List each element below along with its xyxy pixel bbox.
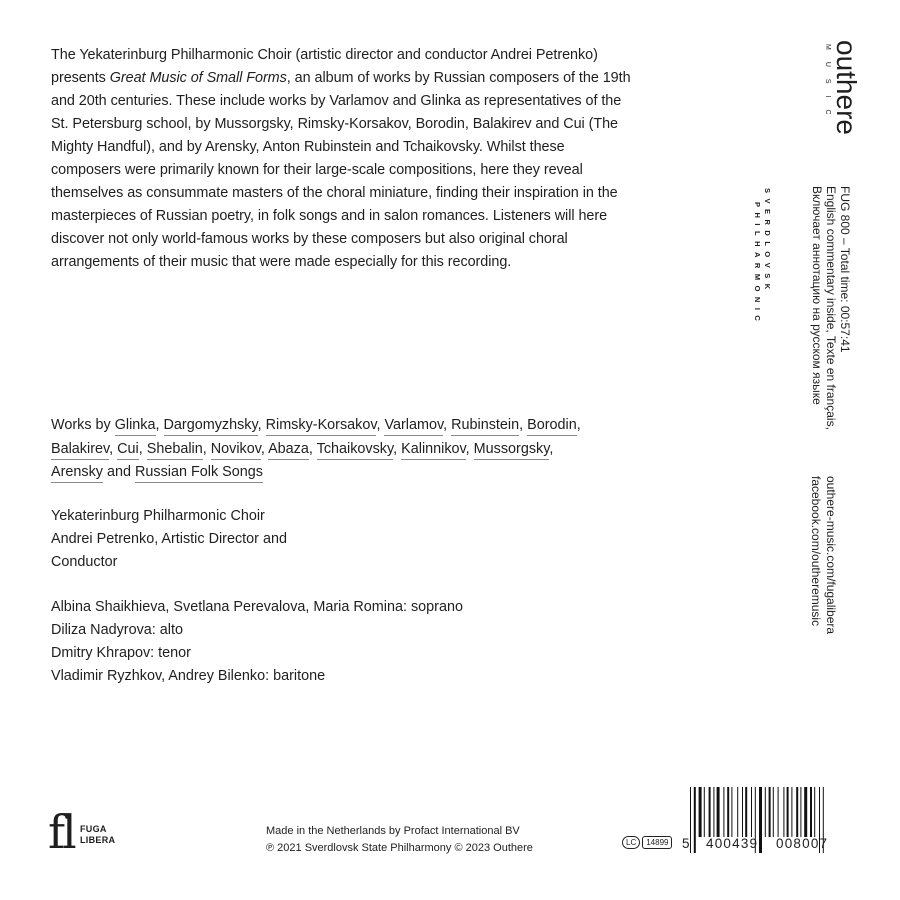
composer-shebalin: Shebalin — [147, 441, 203, 460]
fuga-libera-logo — [48, 805, 128, 860]
composer-rimsky-korsakov: Rimsky-Korsakov — [266, 417, 377, 436]
catalog-number-total-time: FUG 800 – Total time: 00:57:41 — [838, 186, 852, 353]
barcode-group-1: 400439 — [706, 836, 759, 851]
works-and: and — [106, 464, 131, 480]
composer-tchaikovsky: Tchaikovsky — [317, 441, 394, 460]
libera-word: LIBERA — [80, 835, 116, 845]
footer-credits — [266, 823, 533, 857]
sverdlovsk-word: SVERDLOVSK — [763, 188, 772, 295]
website-link[interactable]: outhere-music.com/fugalibera — [824, 476, 838, 635]
lc-mark: LC — [622, 836, 640, 849]
label-code-badge — [622, 836, 672, 849]
barcode-bar — [742, 787, 743, 837]
philharmonic-word: PHILHARMONIC — [753, 202, 762, 327]
barcode-bar — [694, 787, 696, 853]
fuga-f-glyph: f — [48, 805, 66, 859]
catalog-info — [810, 186, 852, 430]
soprano-line: Albina Shaikhieva, Svetlana Perevalova, Maria Romina: soprano — [51, 599, 463, 615]
barcode-bar — [773, 787, 774, 837]
conductor-line-2: Conductor — [51, 554, 118, 570]
web-links — [808, 476, 838, 634]
composer-dargomyzhsky: Dargomyzhsky — [164, 417, 258, 436]
barcode-bar — [717, 787, 720, 837]
soloists-block — [51, 596, 551, 688]
composer-mussorgsky: Mussorgsky — [474, 441, 550, 460]
barcode-bar — [791, 787, 792, 837]
intro-paragraph — [51, 44, 631, 274]
composer-balakirev: Balakirev — [51, 441, 109, 460]
barcode-bar — [699, 787, 702, 837]
barcode-group-2: 008007 — [776, 836, 829, 851]
russian-annotation-line: Включает аннотацию на русском языке — [810, 186, 824, 405]
album-title: Great Music of Small Forms — [109, 70, 287, 86]
choir-name: Yekaterinburg Philharmonic Choir — [51, 508, 265, 524]
composer-russian-folk-songs: Russian Folk Songs — [135, 464, 263, 483]
composer-glinka: Glinka — [115, 417, 156, 436]
barcode-bar — [723, 787, 724, 837]
barcode-bar — [804, 787, 807, 837]
barcode-bar — [765, 787, 766, 837]
barcode-bar — [769, 787, 771, 837]
baritone-line: Vladimir Ryzhkov, Andrey Bilenko: baritone — [51, 668, 326, 684]
barcode-digit-first: 5 — [682, 836, 691, 851]
languages-line: English commentary inside, Texte en français, — [824, 186, 838, 430]
barcode-bar — [800, 787, 801, 837]
conductor-line: Andrei Petrenko, Artistic Director and — [51, 531, 287, 547]
fuga-l-glyph: l — [62, 805, 77, 859]
fuga-libera-wordmark — [80, 824, 115, 846]
composer-kalinnikov: Kalinnikov — [401, 441, 466, 460]
tenor-line: Dmitry Khrapov: tenor — [51, 645, 191, 661]
barcode-bar — [731, 787, 732, 837]
lc-code: 14899 — [642, 836, 672, 849]
works-by: Works by Glinka, Dargomyzhsky, Rimsky-Korsakov, Varlamov, Rubinstein, Borodin, Balakirev, Cui, Shebalin, Novikov, Abaza, Tchaikovsky, Kalinnikov, Mussorgsky, Arensky and Russian Folk Songs — [51, 414, 591, 485]
composer-arensky: Arensky — [51, 464, 103, 483]
barcode-bar — [796, 787, 798, 837]
fuga-word: FUGA — [80, 824, 107, 834]
barcode-bar — [778, 787, 779, 837]
composer-borodin: Borodin — [527, 417, 577, 436]
works-prefix: Works by — [51, 417, 111, 433]
made-in-line: Made in the Netherlands by Profact International BV — [266, 825, 520, 837]
sverdlovsk-philharmonic-logo — [752, 188, 772, 326]
facebook-link[interactable]: facebook.com/outheremusic — [809, 476, 823, 627]
barcode-bar — [783, 787, 784, 837]
barcode-bar — [737, 787, 738, 837]
barcode-bar — [727, 787, 729, 837]
outhere-music-sublabel: MUSIC — [824, 44, 831, 127]
barcode-bar — [751, 787, 752, 837]
composer-novikov: Novikov — [211, 441, 261, 460]
barcode-bar — [704, 787, 705, 837]
barcode-bar — [759, 787, 762, 853]
intro-text-rest: , an album of works by Russian composers of the 19th and 20th centuries. These include works by Varlamov and Glinka as representatives of the St. Petersburg school, by Mussorgsky, Rimsky-Korsakov, Borodin, Balakirev and Cui (The Mighty Handful), and by Arensky, Anton Rubinstein and Tchaikovsky. Whilst these composers were primarily known for their large-scale compositions, here they reveal themselves as consummate masters of the choral miniature, finding their inspiration in the masterpieces of Russian poetry, in folk songs and in salon romances. Listeners will here discover not only world-famous works by these composers but also original choral arrangements of their music that were made especially for this recording. — [51, 70, 631, 270]
composer-rubinstein: Rubinstein — [451, 417, 519, 436]
barcode-bar — [814, 787, 815, 837]
composer-abaza: Abaza — [268, 441, 309, 460]
barcode-bar — [709, 787, 711, 837]
outhere-logo: outhere — [831, 40, 862, 135]
composer-cui: Cui — [117, 441, 139, 460]
intro-text-start: The Yekaterinburg Philharmonic Choir (artistic director and conductor Andrei Petrenko) presents — [51, 47, 598, 86]
performers-block — [51, 505, 351, 574]
barcode-bar — [745, 787, 747, 837]
barcode-bar — [810, 787, 812, 837]
composer-varlamov: Varlamov — [384, 417, 443, 436]
barcode-bar — [713, 787, 714, 837]
alto-line: Diliza Nadyrova: alto — [51, 622, 183, 638]
copyright-line: ℗ 2021 Sverdlovsk State Philharmony © 2023 Outhere — [266, 842, 533, 854]
barcode-bar — [787, 787, 789, 837]
